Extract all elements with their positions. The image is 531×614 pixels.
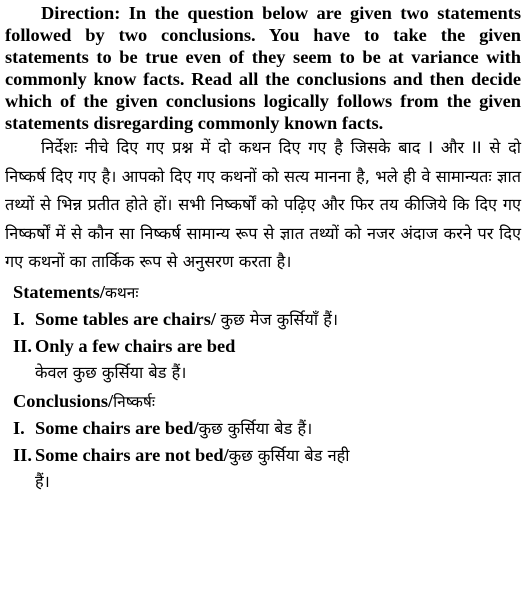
statements-heading-hi: कथनः [104,283,139,302]
statements-heading-en: Statements/ [13,281,105,302]
statement-2-hi: केवल कुछ कुर्सिया बेड हैं। [35,362,187,382]
conclusion-1-en: Some chairs are bed/ [35,417,199,438]
conclusions-heading [13,388,521,415]
statement-2 [13,333,521,360]
statement-1-text [35,306,521,333]
conclusion-2-number: II. [13,444,32,465]
conclusions-heading-hi: निष्कर्षः [113,392,155,411]
conclusion-2-text [35,442,521,469]
conclusion-1 [13,415,521,442]
statement-2-number: II. [13,335,32,356]
conclusion-2-en: Some chairs are not bed/ [35,444,229,465]
statement-2-en: Only a few chairs are bed [35,335,236,356]
statement-1 [13,306,521,333]
conclusion-1-number: I. [13,417,25,438]
conclusions-heading-en: Conclusions/ [13,390,114,411]
conclusion-1-hi: कुछ कुर्सिया बेड हैं। [198,418,313,438]
conclusion-2-hi-cont: हैं। [35,471,50,491]
statement-1-hi: कुछ मेज कुर्सियाँ हैं। [220,309,339,329]
conclusion-1-text [35,415,521,442]
statements-heading [13,279,521,306]
statement-1-en: Some tables are chairs/ [35,308,216,329]
direction-hindi: निर्देशः नीचे दिए गए प्रश्न में दो कथन दिए गए है जिसके बाद I और II से दो निष्कर्ष दिए गए है। आपको दिए गए कथनों को सत्य मानना है, भले ही वे सामान्यतः ज्ञात तथ्यों से भिन्न प्रतीत होते हों। सभी निष्कर्षों को पढ़िए और फिर तय कीजिये कि दिए गए निष्कर्षों में से कौन सा निष्कर्ष सामान्य रूप से ज्ञात तथ्यों को नजर अंदाज करने पर दिए गए कथनों का तार्किक रूप से अनुसरण करता है। [5,138,521,271]
conclusion-2-hi: कुछ कुर्सिया बेड नही [228,445,350,465]
direction-english: Direction: In the question below are given two statements followed by two conclusions. You have to take the given statements to be true even of they seem to be at variance with commonly know facts. Read all the conclusions and then decide which of the given conclusions logically follows from the given statements disregarding commonly known facts. [5,3,521,133]
statement-1-number: I. [13,308,25,329]
conclusion-2 [13,442,521,469]
